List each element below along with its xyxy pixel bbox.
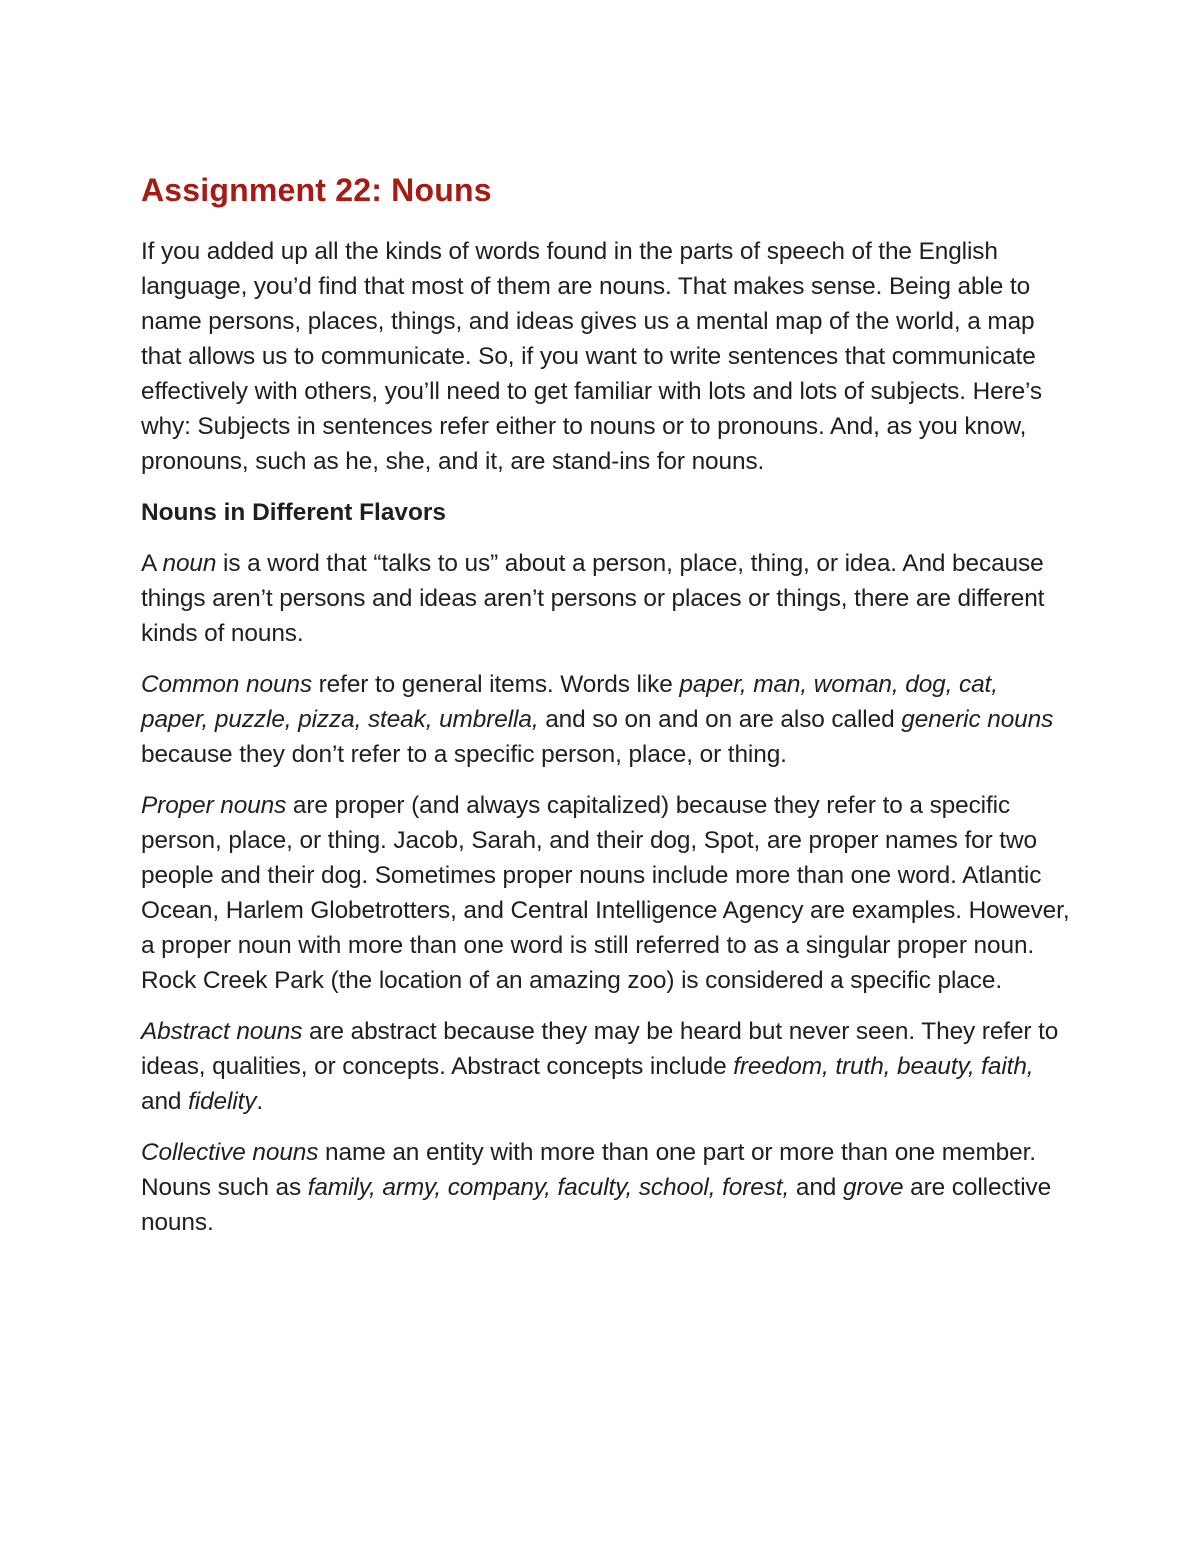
italic-examples: paper, man, woman, dog, cat, paper, puzzle, pizza, steak, umbrella, (141, 671, 998, 733)
collective-nouns-paragraph (141, 1135, 1071, 1240)
text-run: and so on and on are also called (538, 706, 902, 733)
italic-examples: freedom, truth, beauty, faith, (733, 1053, 1034, 1080)
intro-paragraph: If you added up all the kinds of words found in the parts of speech of the English language, you’d find that most of them are nouns. That makes sense. Being able to name persons, places, things, and ideas gives us a mental map of the world, a map that allows us to communicate. So, if you want to write sentences that communicate effectively with others, you’ll need to get familiar with lots and lots of subjects. Here’s why: Subjects in sentences refer either to nouns or to pronouns. And, as you know, pronouns, such as he, she, and it, are stand-ins for nouns. (141, 238, 1043, 475)
noun-definition-paragraph (141, 546, 1071, 651)
text-run: because they don’t refer to a specific person, place, or thing. (141, 741, 787, 768)
section-heading: Nouns in Different Flavors (141, 499, 446, 526)
text-run: refer to general items. Words like (311, 671, 680, 698)
text-run: are collective nouns. (141, 1174, 1052, 1236)
document-title: Assignment 22: Nouns (141, 172, 492, 208)
text-run: and (789, 1174, 843, 1201)
text-run: is a word that “talks to us” about a person, place, thing, or idea. And because things aren’t persons and ideas aren’t persons or places or things, there are different kinds of nouns. (141, 550, 1045, 647)
proper-nouns-paragraph (141, 788, 1071, 998)
text-run: are proper (and always capitalized) because they refer to a specific person, place, or thing. Jacob, Sarah, and their dog, Spot, are proper names for two people and their dog. Sometimes proper nouns include more than one word. Atlantic Ocean, Harlem Globetrotters, and Central Intelligence Agency are examples. However, a proper noun with more than one word is still referred to as a singular proper noun. Rock Creek Park (the location of an amazing zoo) is considered a specific place. (141, 792, 1070, 994)
italic-term: noun (162, 550, 217, 577)
italic-term: Proper nouns (141, 792, 287, 819)
text-run: . (256, 1088, 264, 1115)
italic-term: Common nouns (141, 671, 312, 698)
text-run: and (141, 1088, 189, 1115)
italic-term: generic nouns (901, 706, 1054, 733)
abstract-nouns-paragraph (141, 1014, 1071, 1119)
italic-examples: fidelity (188, 1088, 257, 1115)
text-run: are abstract because they may be heard but never seen. They refer to ideas, qualities, or concepts. Abstract concepts include (141, 1018, 1059, 1080)
document-page (141, 170, 1071, 1256)
common-nouns-paragraph (141, 667, 1071, 772)
italic-term: Collective nouns (141, 1139, 319, 1166)
italic-examples: family, army, company, faculty, school, forest, (307, 1174, 790, 1201)
italic-examples: grove (842, 1174, 904, 1201)
text-run: A (141, 550, 163, 577)
text-run: name an entity with more than one part or more than one member. Nouns such as (141, 1139, 1036, 1201)
italic-term: Abstract nouns (141, 1018, 303, 1045)
